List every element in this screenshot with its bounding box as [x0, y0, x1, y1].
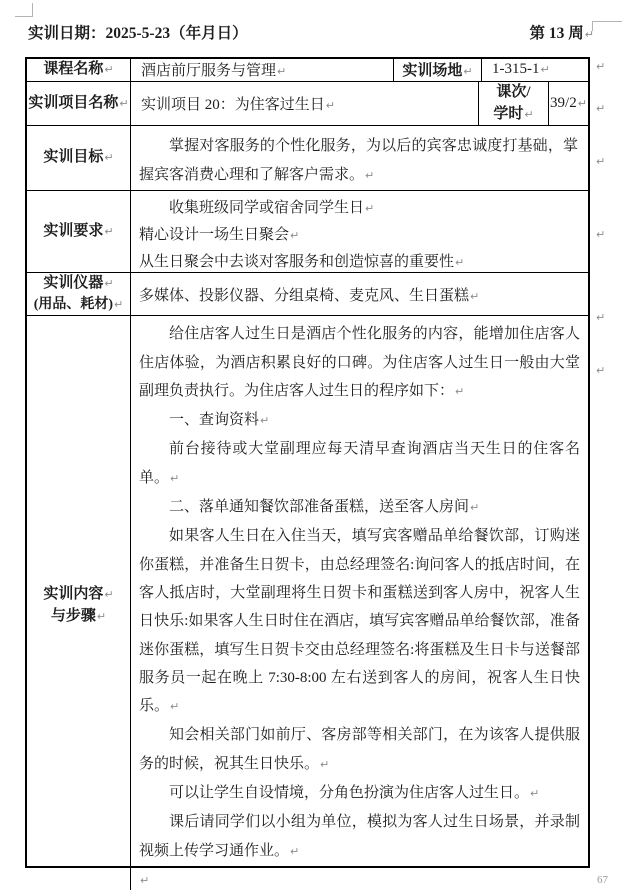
project-name-label-cell: 实训项目名称↵ [27, 82, 131, 126]
lesson-hours-value-cell: 39/2↵ [550, 95, 587, 111]
course-name-label-cell: 课程名称↵ [27, 59, 131, 81]
return-mark-icon: ↵ [596, 364, 606, 377]
return-mark-icon: ↵ [596, 228, 606, 241]
return-mark-icon: ↵ [596, 60, 606, 73]
return-mark-icon: ↵ [470, 501, 480, 515]
margin-corner-mark-top-right [592, 21, 622, 31]
course-name-value-cell: 酒店前厅服务与管理↵ [131, 59, 394, 81]
return-mark-icon: ↵ [470, 289, 480, 303]
return-mark-icon: ↵ [104, 277, 114, 291]
return-mark-icon: ↵ [577, 97, 587, 110]
return-mark-icon: ↵ [524, 107, 534, 121]
return-mark-icon: ↵ [325, 99, 335, 112]
return-mark-icon: ↵ [119, 96, 129, 110]
return-mark-icon: ↵ [540, 63, 550, 77]
table-row-content-steps [27, 316, 588, 890]
return-mark-icon: ↵ [455, 384, 465, 398]
return-mark-icon: ↵ [277, 65, 287, 79]
page-number: 67 [597, 874, 608, 886]
return-mark-icon: ↵ [320, 757, 330, 771]
return-mark-icon: ↵ [140, 873, 150, 887]
return-mark-icon: ↵ [170, 700, 180, 714]
objective-label-cell: 实训目标↵ [27, 126, 131, 190]
requirements-label-cell: 实训要求↵ [27, 191, 131, 272]
training-date-text: 实训日期：2025-5-23（年月日） [28, 25, 248, 42]
content-steps-text-cell: 给住店客人过生日是酒店个性化服务的内容，能增加住店客人住店体验，为酒店积累良好的口碑。为住店客人过生日一般由大堂副理负责执行。为住店客人过生日的程序如下：↵ 一、查询资料↵ 前台接待或大堂副理应每天清早查询酒店当天生日的住客名单。↵ 二、落单通知餐饮部准备蛋糕，送至客人房间↵ 如果客人生日在入住当天，填写宾客赠品单给餐饮部，订购迷你蛋糕，并准备生日贺卡，由总经理签名:询问客人的抵店时间，在客人抵店时，大堂副理将生日贺卡和蛋糕送到客人房中，祝客人生日快乐:如果客人生日时住在酒店，填写宾客赠品单给餐饮部，准备迷你蛋糕，填写生日贺卡交由总经理签名:将蛋糕及生日卡与送餐部服务员一起在晚上 7:30-8:00 左右送到客人的房间，祝客人生日快乐。↵ 知会相关部门如前厅、客房部等相关部门，在为该客人提供服务的时候，祝其生日快乐。↵ 可以让学生自设情境，分角色扮演为住店客人过生日。↵ 课后请同学们以小组为单位，模拟为客人过生日场景，并录制视频上传学习通作业。↵ ↵ [139, 326, 580, 887]
return-mark-icon: ↵ [596, 102, 606, 115]
table-row-requirements [27, 191, 588, 273]
return-mark-icon: ↵ [290, 229, 300, 243]
return-mark-icon: ↵ [596, 155, 606, 168]
lesson-hours-label-cell: 课次/ 学时↵ [479, 82, 549, 126]
venue-value-cell: 1-315-1↵ [492, 61, 550, 78]
content-steps-label-cell: 实训内容↵ 与步骤↵ [27, 316, 131, 890]
requirements-text-cell: 收集班级同学或宿舍同学生日↵ 精心设计一场生日聚会↵ 从生日聚会中去谈对客服务和创造惊喜的重要性↵ [139, 200, 465, 271]
table-row-equipment [27, 273, 588, 316]
document-header [28, 21, 594, 43]
return-mark-icon: ↵ [455, 256, 465, 270]
project-name-value-cell: 实训项目 20：为住客过生日↵ [131, 82, 479, 126]
return-mark-icon: ↵ [104, 63, 114, 76]
return-mark-icon: ↵ [114, 298, 124, 311]
return-mark-icon: ↵ [596, 311, 606, 324]
return-mark-icon: ↵ [104, 588, 114, 602]
return-mark-icon: ↵ [260, 414, 270, 428]
return-mark-icon: ↵ [365, 202, 375, 216]
return-mark-icon: ↵ [365, 168, 375, 182]
week-number-text: 第 13 周↵ [529, 25, 594, 42]
margin-corner-mark-top-left [15, 3, 33, 17]
equipment-label-cell: 实训仪器↵ (用品、耗材)↵ [27, 273, 131, 315]
table-row-objective [27, 126, 588, 191]
table-row-course [27, 59, 588, 82]
return-mark-icon: ↵ [584, 28, 594, 41]
return-mark-icon: ↵ [290, 844, 300, 858]
return-mark-icon: ↵ [104, 151, 114, 165]
return-mark-icon: ↵ [96, 609, 107, 623]
return-mark-icon: ↵ [104, 224, 114, 238]
table-row-project [27, 82, 588, 127]
objective-text-cell: 掌握对客服务的个性化服务，为以后的宾客忠诚度打基础，掌握宾客消费心理和了解客户需求。↵ [139, 138, 578, 183]
return-mark-icon: ↵ [530, 787, 540, 801]
venue-label-cell: 实训场地↵ [394, 59, 482, 81]
training-plan-table [25, 57, 590, 887]
equipment-text-cell: 多媒体、投影仪器、分组桌椅、麦克风、生日蛋糕↵ [139, 287, 480, 304]
return-mark-icon: ↵ [463, 65, 473, 79]
return-mark-icon: ↵ [170, 471, 180, 485]
